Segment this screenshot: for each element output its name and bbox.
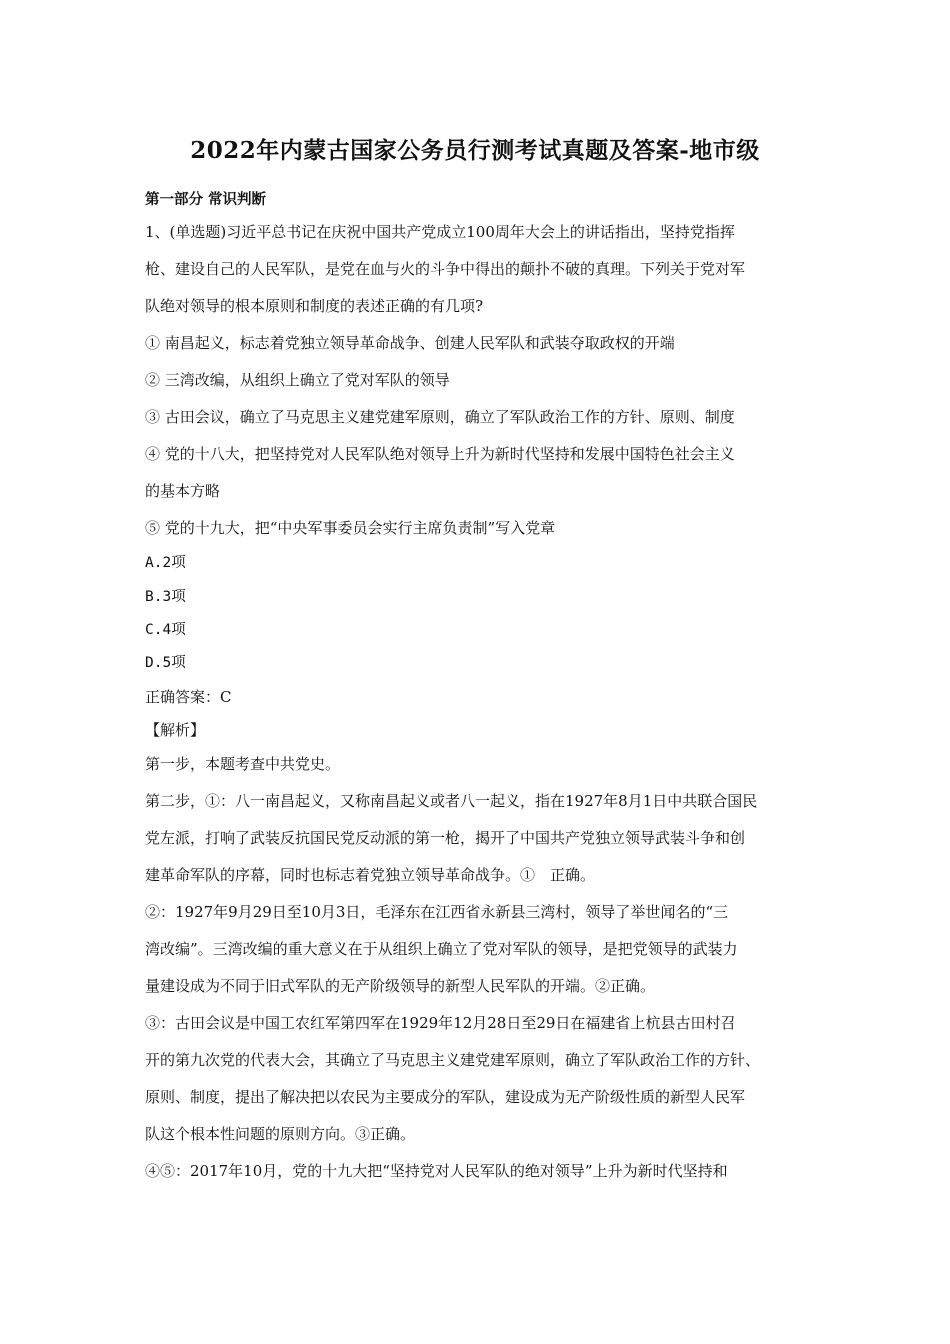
statement-line: 的基本方略 [145,482,221,500]
analysis-line: 建革命军队的序幕，同时也标志着党独立领导革命战争。① 正确。 [145,866,596,884]
section-heading: 第一部分 常识判断 [145,191,267,208]
analysis-line: 党左派，打响了武装反抗国民党反动派的第一枪，揭开了中国共产党独立领导武装斗争和创 [145,829,746,847]
option-d: D.5项 [145,655,186,671]
analysis-line: 原则、制度，提出了解决把以农民为主要成分的军队，建设成为无产阶级性质的新型人民军 [145,1088,746,1106]
statement-line: ③ 古田会议，确立了马克思主义建党建军原则，确立了军队政治工作的方针、原则、制度 [145,408,735,426]
statement-line: ② 三湾改编，从组织上确立了党对军队的领导 [145,371,450,389]
analysis-line: 量建设成为不同于旧式军队的无产阶级领导的新型人民军队的开端。②正确。 [145,977,656,995]
analysis-line: ②：1927年9月29日至10月3日，毛泽东在江西省永新县三湾村，领导了举世闻名的“三 [145,903,729,921]
analysis-line: 第二步，①：八一南昌起义，又称南昌起义或者八一起义，指在1927年8月1日中共联合国民 [145,792,758,810]
analysis-line: 队这个根本性问题的原则方向。③正确。 [145,1125,416,1143]
analysis-line: ③：古田会议是中国工农红军第四军在1929年12月28日至29日在福建省上杭县古田村召 [145,1014,736,1032]
analysis-line: 第一步，本题考查中共党史。 [145,755,341,773]
analysis-line: 湾改编”。三湾改编的重大意义在于从组织上确立了党对军队的领导，是把党领导的武装力 [145,940,738,958]
question-stem-line: 队绝对领导的根本原则和制度的表述正确的有几项? [145,297,484,315]
analysis-heading: 【解析】 [145,721,206,739]
statement-line: ④ 党的十八大，把坚持党对人民军队绝对领导上升为新时代坚持和发展中国特色社会主义 [145,445,735,463]
statement-line: ⑤ 党的十九大，把“中央军事委员会实行主席负责制”写入党章 [145,519,556,537]
analysis-line: ④⑤：2017年10月，党的十九大把“坚持党对人民军队的绝对领导”上升为新时代坚持和 [145,1162,728,1180]
question-stem-line: 1、(单选题)习近平总书记在庆祝中国共产党成立100周年大会上的讲话指出，坚持党指挥 [145,223,735,241]
document-title: 2022年内蒙古国家公务员行测考试真题及答案-地市级 [190,137,760,164]
option-a: A.2项 [145,555,186,571]
option-c: C.4项 [145,622,186,638]
statement-line: ① 南昌起义，标志着党独立领导革命战争、创建人民军队和武装夺取政权的开端 [145,334,675,352]
correct-answer: 正确答案：C [145,688,232,706]
option-b: B.3项 [145,589,186,605]
question-stem-line: 枪、建设自己的人民军队，是党在血与火的斗争中得出的颠扑不破的真理。下列关于党对军 [145,260,746,278]
analysis-line: 开的第九次党的代表大会，其确立了马克思主义建党建军原则，确立了军队政治工作的方针、 [145,1051,761,1069]
